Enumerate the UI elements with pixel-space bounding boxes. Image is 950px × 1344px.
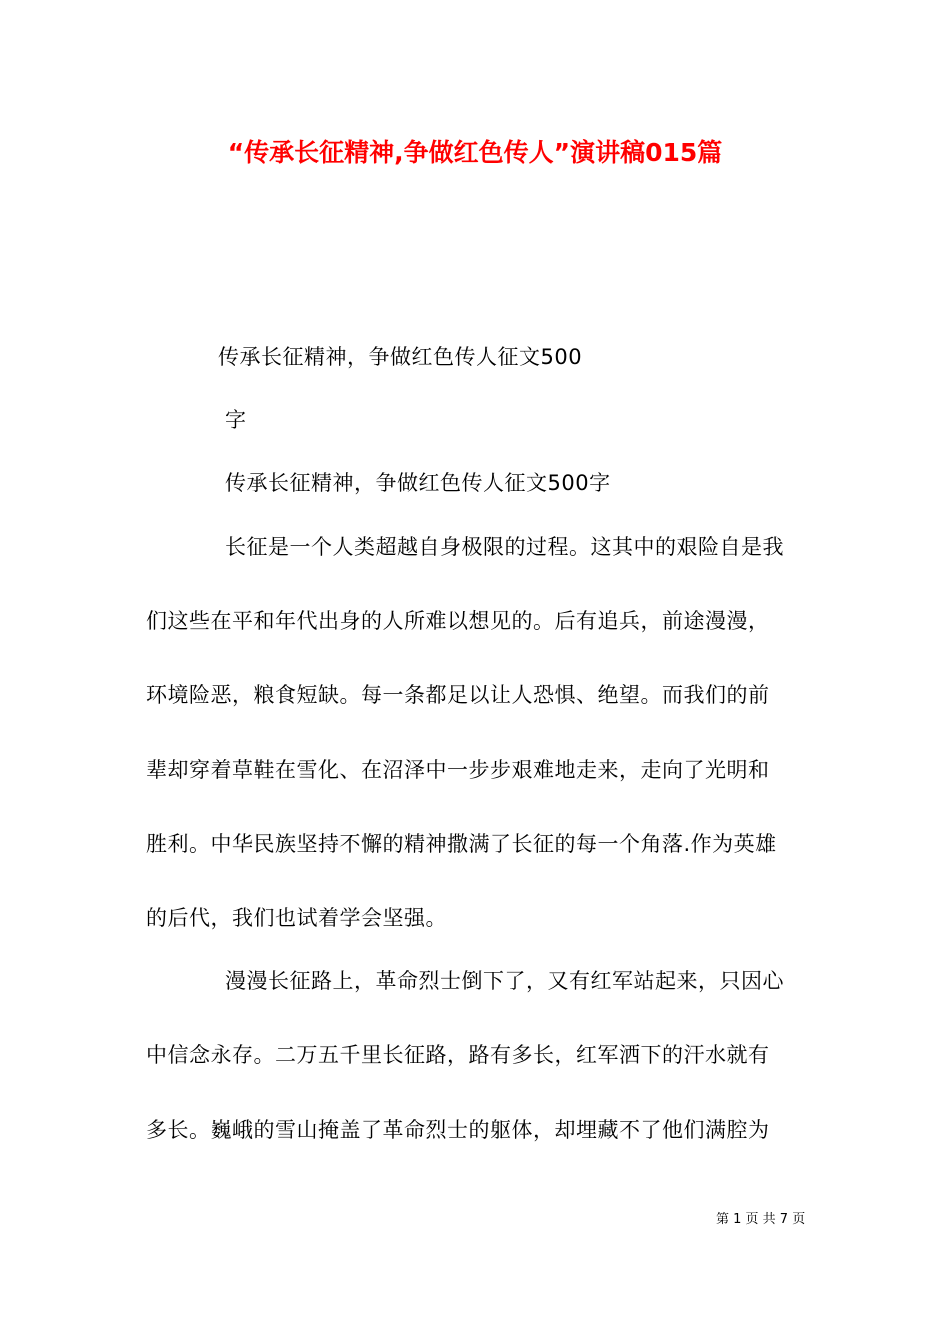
body-line: 胜利。中华民族坚持不懈的精神撒满了长征的每一个角落.作为英雄 — [146, 832, 777, 856]
section-heading: 传承长征精神，争做红色传人征文500字 — [225, 471, 611, 495]
body-line: 们这些在平和年代出身的人所难以想见的。后有追兵，前途漫漫， — [146, 609, 770, 633]
body-line: 漫漫长征路上，革命烈士倒下了，又有红军站起来，只因心 — [225, 969, 784, 993]
document-title: “传承长征精神,争做红色传人”演讲稿015篇 — [227, 138, 723, 167]
body-line: 中信念永存。二万五千里长征路，路有多长，红军洒下的汗水就有 — [146, 1043, 770, 1067]
subtitle-line-1: 传承长征精神，争做红色传人征文500 — [218, 345, 583, 369]
body-line: 的后代，我们也试着学会坚强。 — [146, 906, 447, 930]
body-line: 环境险恶，粮食短缺。每一条都足以让人恐惧、绝望。而我们的前 — [146, 683, 770, 707]
body-line: 辈却穿着草鞋在雪化、在沼泽中一步步艰难地走来，走向了光明和 — [146, 758, 770, 782]
subtitle-line-2: 字 — [225, 408, 247, 432]
page-number: 第 1 页 共 7 页 — [716, 1212, 806, 1227]
body-line: 长征是一个人类超越自身极限的过程。这其中的艰险自是我 — [225, 535, 784, 559]
body-line: 多长。巍峨的雪山掩盖了革命烈士的躯体，却埋藏不了他们满腔为 — [146, 1118, 770, 1142]
